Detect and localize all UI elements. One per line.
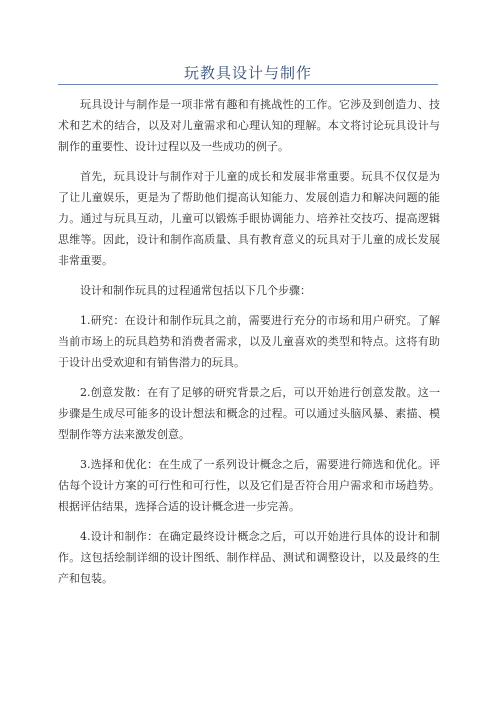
paragraph-step-ideation: 2.创意发散：在有了足够的研究背景之后，可以开始进行创意发散。这一步骤是生成尽可能多的设计想法和概念的过程。可以通过头脑风暴、素描、模型制作等方法来激发创意。: [58, 386, 440, 441]
paragraph-steps-intro: 设计和制作玩具的过程通常包括以下几个步骤：: [80, 284, 311, 297]
paragraph-step-research: 1.研究：在设计和制作玩具之前，需要进行充分的市场和用户研究。了解当前市场上的玩具趋势和消费者需求，以及儿童喜欢的类型和特点。这将有助于设计出受欢迎和有销售潜力的玩具。: [58, 314, 440, 369]
paragraph-step-production: 4.设计和制作：在确定最终设计概念之后，可以开始进行具体的设计和制作。这包括绘制详细的设计图纸、制作样品、测试和调整设计，以及最终的生产和包装。: [58, 530, 440, 585]
paragraph-importance: 首先，玩具设计与制作对于儿童的成长和发展非常重要。玩具不仅仅是为了让儿童娱乐，更是为了帮助他们提高认知能力、发展创造力和解决问题的能力。通过与玩具互动，儿童可以锻炼手眼协调能力、培养社交技巧、提高逻辑思维等。因此，设计和制作高质量、具有教育意义的玩具对于儿童的成长发展非常重要。: [58, 170, 440, 267]
title-underline: [58, 84, 438, 85]
paragraph-step-selection: 3.选择和优化：在生成了一系列设计概念之后，需要进行筛选和优化。评估每个设计方案的可行性和可行性，以及它们是否符合用户需求和市场趋势。根据评估结果，选择合适的设计概念进一步完善。: [58, 458, 440, 513]
page-title: 玩教具设计与制作: [183, 64, 312, 82]
paragraph-intro: 玩具设计与制作是一项非常有趣和有挑战性的工作。它涉及到创造力、技术和艺术的结合，以及对儿童需求和心理认知的理解。本文将讨论玩具设计与制作的重要性、设计过程以及一些成功的例子。: [58, 98, 440, 153]
document-body: [58, 94, 440, 598]
